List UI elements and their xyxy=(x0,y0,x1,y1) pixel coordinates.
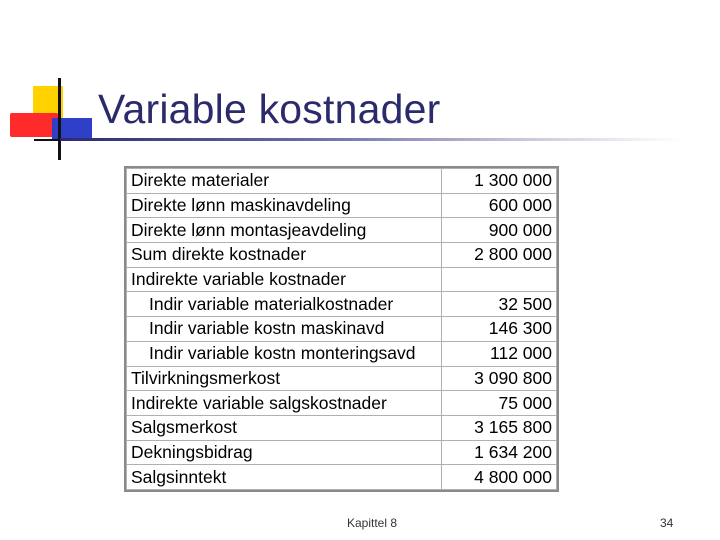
table-row xyxy=(127,267,557,292)
table-row xyxy=(127,341,557,366)
row-label: Tilvirkningsmerkost xyxy=(127,366,442,391)
row-value: 600 000 xyxy=(442,193,557,218)
row-label: Sum direkte kostnader xyxy=(127,243,442,268)
row-value: 4 800 000 xyxy=(442,465,557,490)
row-label: Salgsmerkost xyxy=(127,415,442,440)
row-value: 2 800 000 xyxy=(442,243,557,268)
row-label: Dekningsbidrag xyxy=(127,440,442,465)
slide-title: Variable kostnader xyxy=(98,86,441,132)
row-value: 1 634 200 xyxy=(442,440,557,465)
cost-table xyxy=(126,168,557,490)
table-row xyxy=(127,317,557,342)
row-value: 1 300 000 xyxy=(442,169,557,194)
cost-table-container xyxy=(126,168,557,490)
row-label: Indir variable kostn monteringsavd xyxy=(127,341,442,366)
row-value: 900 000 xyxy=(442,218,557,243)
row-value: 32 500 xyxy=(442,292,557,317)
row-label: Indir variable materialkostnader xyxy=(127,292,442,317)
table-row xyxy=(127,243,557,268)
table-row xyxy=(127,366,557,391)
row-label: Direkte lønn maskinavdeling xyxy=(127,193,442,218)
table-row xyxy=(127,292,557,317)
row-label: Salgsinntekt xyxy=(127,465,442,490)
table-row xyxy=(127,465,557,490)
footer-page-number: 34 xyxy=(660,516,674,530)
slide-logo xyxy=(0,0,110,170)
row-label: Indirekte variable kostnader xyxy=(127,267,442,292)
title-underline xyxy=(60,138,680,141)
table-row xyxy=(127,391,557,416)
table-row xyxy=(127,193,557,218)
table-row xyxy=(127,169,557,194)
row-value: 3 090 800 xyxy=(442,366,557,391)
row-label: Direkte lønn montasjeavdeling xyxy=(127,218,442,243)
table-row xyxy=(127,440,557,465)
row-label: Direkte materialer xyxy=(127,169,442,194)
table-row xyxy=(127,218,557,243)
row-value: 3 165 800 xyxy=(442,415,557,440)
logo-vertical-line xyxy=(58,78,61,160)
row-value xyxy=(442,267,557,292)
row-label: Indirekte variable salgskostnader xyxy=(127,391,442,416)
row-label: Indir variable kostn maskinavd xyxy=(127,317,442,342)
footer-chapter: Kapittel 8 xyxy=(347,516,398,530)
logo-red-square xyxy=(10,113,58,137)
row-value: 112 000 xyxy=(442,341,557,366)
row-value: 75 000 xyxy=(442,391,557,416)
row-value: 146 300 xyxy=(442,317,557,342)
table-row xyxy=(127,415,557,440)
